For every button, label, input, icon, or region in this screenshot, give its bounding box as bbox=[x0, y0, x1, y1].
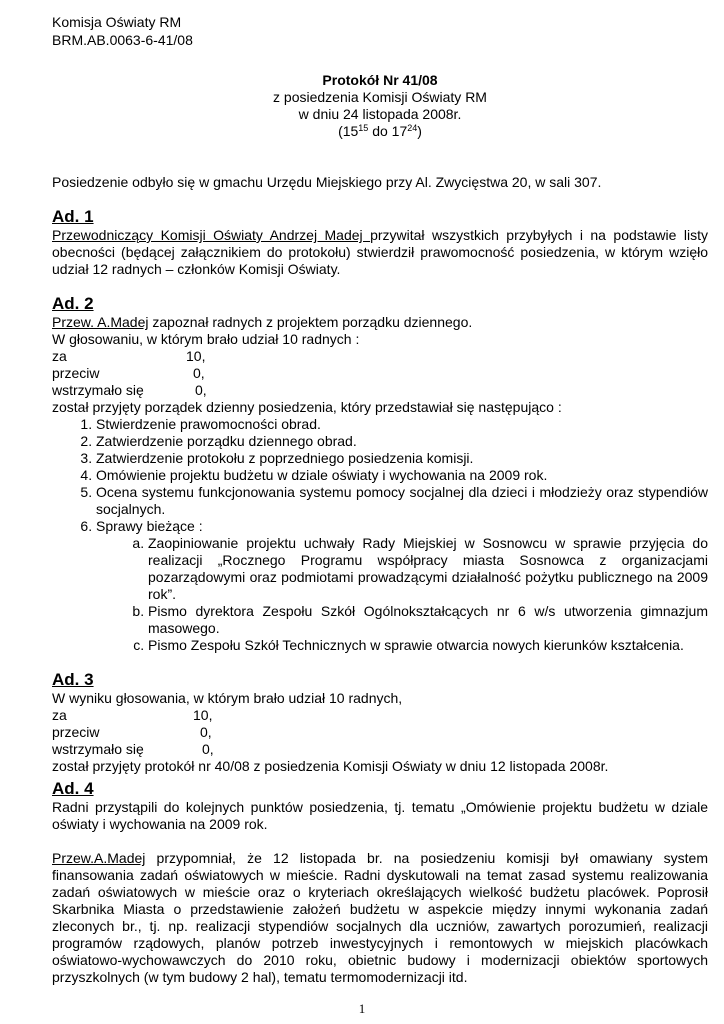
ad4-text: przypomniał, że 12 listopada br. na posiedzeniu komisji był omawiany system finansowania zadań oświatowych w mieście. Radni dyskutowali na temat zasad systemu realizowania zadań oświatowych w mieście oraz o kryteriach określających wielkość budżetu placówek. Poprosił Skarbnika Miasta o przedstawienie założeń budżetu w aspekcie między innymi wykonania zadań zleconych br., tj. np. realizacji stypendiów socjalnych dla uczniów, zawartych porozumień, realizacji programów rządowych, planów potrzeb inwestycyjnych i remontowych w miejskich placówkach oświatowo-wychowawczych do 2010 roku, obietnic budowy i modernizacji obiektów sportowych przyszkolnych (w tym budowy 2 hal), tematu termomodernizacji itd. bbox=[52, 850, 708, 985]
title-block bbox=[52, 72, 708, 140]
vote-label: przeciw bbox=[52, 724, 100, 740]
protocol-time bbox=[52, 123, 708, 140]
ad2-vote-intro: W głosowaniu, w którym brało udział 10 radnych : bbox=[52, 331, 360, 347]
vote-value: 10, bbox=[186, 348, 206, 364]
vote-value: 0, bbox=[193, 365, 205, 381]
vote-row bbox=[52, 741, 708, 758]
list-item bbox=[96, 518, 708, 654]
document-header bbox=[52, 14, 708, 50]
list-item: 2. Zatwierdzenie porządku dziennego obrad. bbox=[96, 433, 708, 450]
ad2-intro bbox=[52, 314, 708, 331]
section-heading-ad1: Ad. 1 bbox=[52, 207, 94, 226]
vote-label: za bbox=[52, 707, 67, 723]
ad3-result: został przyjęty protokół nr 40/08 z posiedzenia Komisji Oświaty w dniu 12 listopada 2008r. bbox=[52, 758, 609, 774]
ad2-result: został przyjęty porządek dzienny posiedzenia, który przedstawiał się następująco : bbox=[52, 399, 562, 415]
protocol-date: w dniu 24 listopada 2008r. bbox=[298, 106, 462, 122]
ad2-text: zapoznał radnych z projektem porządku dziennego. bbox=[148, 314, 473, 330]
chairman-short: Przew.A.Madej bbox=[52, 850, 146, 866]
section-heading-ad4: Ad. 4 bbox=[52, 779, 94, 798]
time-open: (15 bbox=[338, 123, 359, 139]
ad4-paragraph-2 bbox=[52, 850, 708, 986]
protocol-title: Protokół Nr 41/08 bbox=[322, 72, 438, 88]
vote-row bbox=[52, 707, 708, 724]
section-heading-ad2: Ad. 2 bbox=[52, 294, 94, 313]
time-mid: do 17 bbox=[368, 123, 408, 139]
document-page bbox=[52, 14, 708, 986]
vote-value: 0, bbox=[202, 741, 214, 757]
ad1-paragraph bbox=[52, 227, 708, 278]
vote-value: 0, bbox=[195, 382, 207, 398]
vote-value: 10, bbox=[193, 707, 213, 723]
list-item: 1. Stwierdzenie prawomocności obrad. bbox=[96, 416, 708, 433]
vote-row bbox=[52, 365, 708, 382]
list-item-label: Sprawy bieżące : bbox=[96, 518, 203, 534]
section-heading-ad3: Ad. 3 bbox=[52, 670, 94, 689]
vote-label: wstrzymało się bbox=[52, 741, 144, 757]
list-item: 4. Omówienie projektu budżetu w dziale oświaty i wychowania na 2009 rok. bbox=[96, 467, 708, 484]
time-start-minutes: 15 bbox=[358, 123, 369, 133]
sub-agenda-list bbox=[96, 535, 708, 654]
vote-row bbox=[52, 724, 708, 741]
list-item: 3. Zatwierdzenie protokołu z poprzedniego posiedzenia komisji. bbox=[96, 450, 708, 467]
reference-number: BRM.AB.0063-6-41/08 bbox=[52, 32, 193, 48]
page-number: 1 bbox=[358, 1001, 366, 1016]
ad1-text: przywitał wszystkich przybyłych i na podstawie listy obecności (będącej załącznikiem do protokołu) stwierdził prawomocność posiedzenia, w którym wzięło udział 12 radnych – członków Komisji Oświaty. bbox=[52, 227, 708, 277]
vote-row bbox=[52, 382, 708, 399]
vote-label: wstrzymało się bbox=[52, 382, 144, 398]
agenda-list bbox=[52, 416, 708, 654]
list-item: b. Pismo dyrektora Zespołu Szkół Ogólnokształcących nr 6 w/s utworzenia gimnazjum masowego. bbox=[148, 603, 708, 637]
organization-name: Komisja Oświaty RM bbox=[52, 14, 182, 30]
vote-row bbox=[52, 348, 708, 365]
protocol-subtitle: z posiedzenia Komisji Oświaty RM bbox=[273, 89, 487, 105]
list-item: 5. Ocena systemu funkcjonowania systemu pomocy socjalnej dla dzieci i młodzieży oraz stypendiów socjalnych. bbox=[96, 484, 708, 518]
chairman-name: Przewodniczący Komisji Oświaty Andrzej Madej bbox=[52, 227, 371, 243]
vote-label: za bbox=[52, 348, 67, 364]
ad4-paragraph-1: Radni przystąpili do kolejnych punktów posiedzenia, tj. tematu „Omówienie projektu budżetu w dziale oświaty i wychowania na 2009 rok. bbox=[52, 799, 708, 832]
time-close: ) bbox=[417, 123, 422, 139]
list-item: a. Zaopiniowanie projektu uchwały Rady Miejskiej w Sosnowcu w sprawie przyjęcia do realizacji „Rocznego Programu współpracy miasta Sosnowca z organizacjami pozarządowymi oraz podmiotami prowadzącymi działalność pożytku publicznego na 2009 rok”. bbox=[148, 535, 708, 603]
vote-label: przeciw bbox=[52, 365, 100, 381]
ad3-vote-intro: W wyniku głosowania, w którym brało udział 10 radnych, bbox=[52, 690, 403, 706]
vote-value: 0, bbox=[200, 724, 212, 740]
time-end-minutes: 24 bbox=[407, 123, 418, 133]
intro-paragraph: Posiedzenie odbyło się w gmachu Urzędu Miejskiego przy Al. Zwycięstwa 20, w sali 307. bbox=[52, 174, 602, 190]
list-item: c. Pismo Zespołu Szkół Technicznych w sprawie otwarcia nowych kierunków kształcenia. bbox=[148, 637, 708, 654]
chairman-short: Przew. A.Madej bbox=[52, 314, 149, 330]
